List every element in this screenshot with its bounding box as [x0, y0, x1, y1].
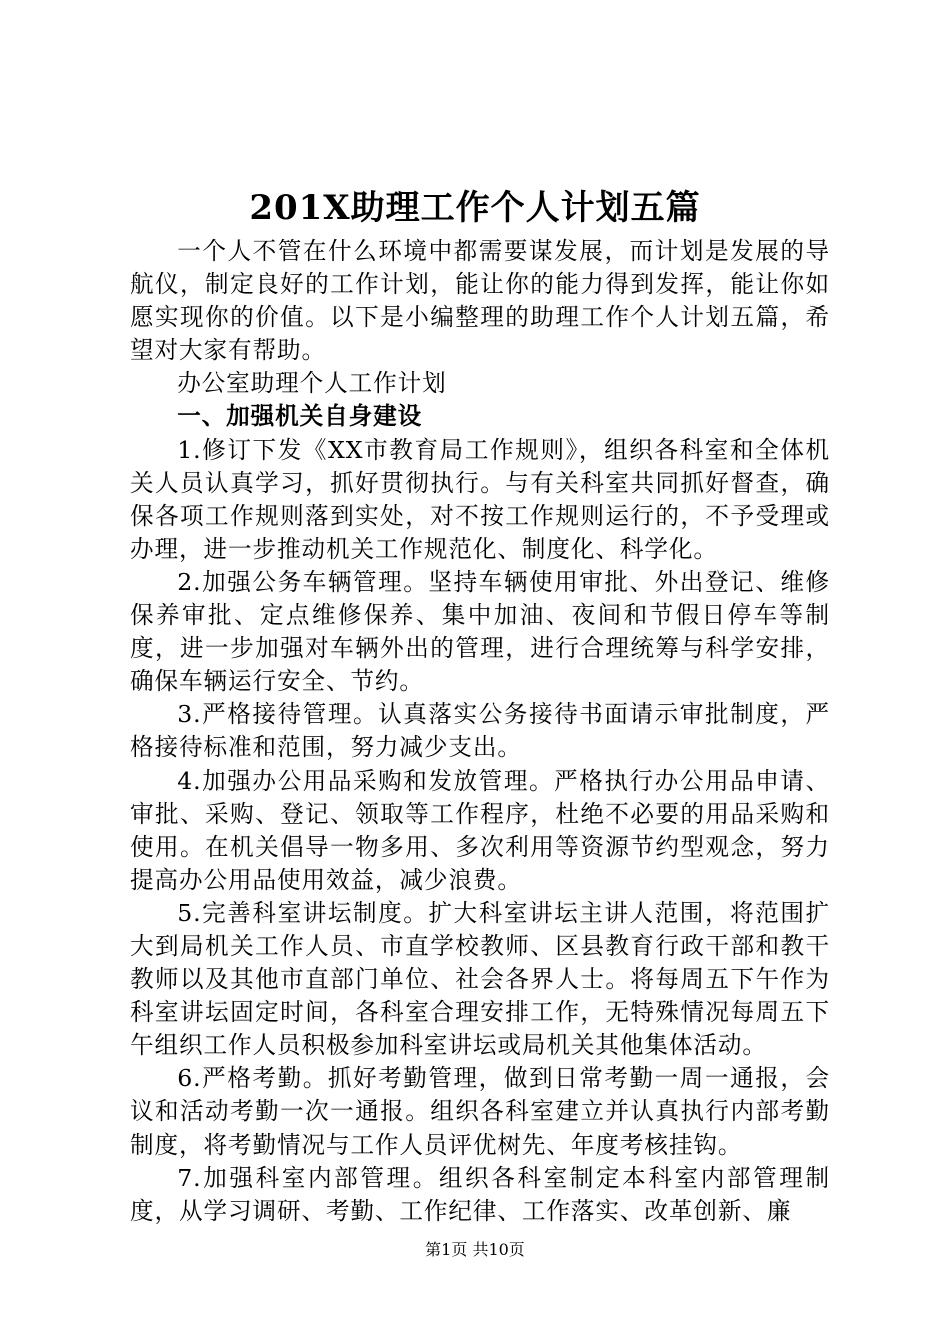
document-title: 201X助理工作个人计划五篇 [249, 188, 701, 228]
section-heading: 一、加强机关自身建设 [177, 402, 423, 431]
body-paragraph: 6.严格考勤。抓好考勤管理，做到日常考勤一周一通报，会议和活动考勤一次一通报。组织各科室建立并认真执行内部考勤制度，将考勤情况与工作人员评优树先、年度考核挂钩。 [130, 1064, 830, 1159]
body-paragraph: 4.加强办公用品采购和发放管理。严格执行办公用品申请、审批、采购、登记、领取等工作程序，杜绝不必要的用品采购和使用。在机关倡导一物多用、多次利用等资源节约型观念，努力提高办公用品使用效益，减少浪费。 [130, 766, 830, 894]
section-subtitle: 办公室助理个人工作计划 [177, 369, 447, 398]
body-paragraph: 1.修订下发《XX市教育局工作规则》，组织各科室和全体机关人员认真学习，抓好贯彻执行。与有关科室共同抓好督查，确保各项工作规则落到实处，对不按工作规则运行的，不予受理或办理，进一步推动机关工作规范化、制度化、科学化。 [130, 435, 830, 563]
body-paragraph: 2.加强公务车辆管理。坚持车辆使用审批、外出登记、维修保养审批、定点维修保养、集中加油、夜间和节假日停车等制度，进一步加强对车辆外出的管理，进行合理统筹与科学安排，确保车辆运行安全、节约。 [130, 567, 830, 696]
body-paragraph: 5.完善科室讲坛制度。扩大科室讲坛主讲人范围，将范围扩大到局机关工作人员、市直学校教师、区县教育行政干部和教干教师以及其他市直部门单位、社会各界人士。将每周五下午作为科室讲坛固定时间，各科室合理安排工作，无特殊情况每周五下午组织工作人员积极参加科室讲坛或局机关其他集体活动。 [130, 898, 830, 1060]
document-body [130, 235, 830, 1228]
page-footer: 第1页 共10页 [425, 1240, 525, 1259]
body-paragraph: 7.加强科室内部管理。组织各科室制定本科室内部管理制度，从学习调研、考勤、工作纪律、工作落实、改革创新、廉 [130, 1163, 830, 1225]
body-paragraph: 3.严格接待管理。认真落实公务接待书面请示审批制度，严格接待标准和范围，努力减少支出。 [130, 700, 830, 762]
intro-paragraph: 一个人不管在什么环境中都需要谋发展，而计划是发展的导航仪，制定良好的工作计划，能让你的能力得到发挥，能让你如愿实现你的价值。以下是小编整理的助理工作个人计划五篇，希望对大家有帮助。 [130, 237, 830, 365]
